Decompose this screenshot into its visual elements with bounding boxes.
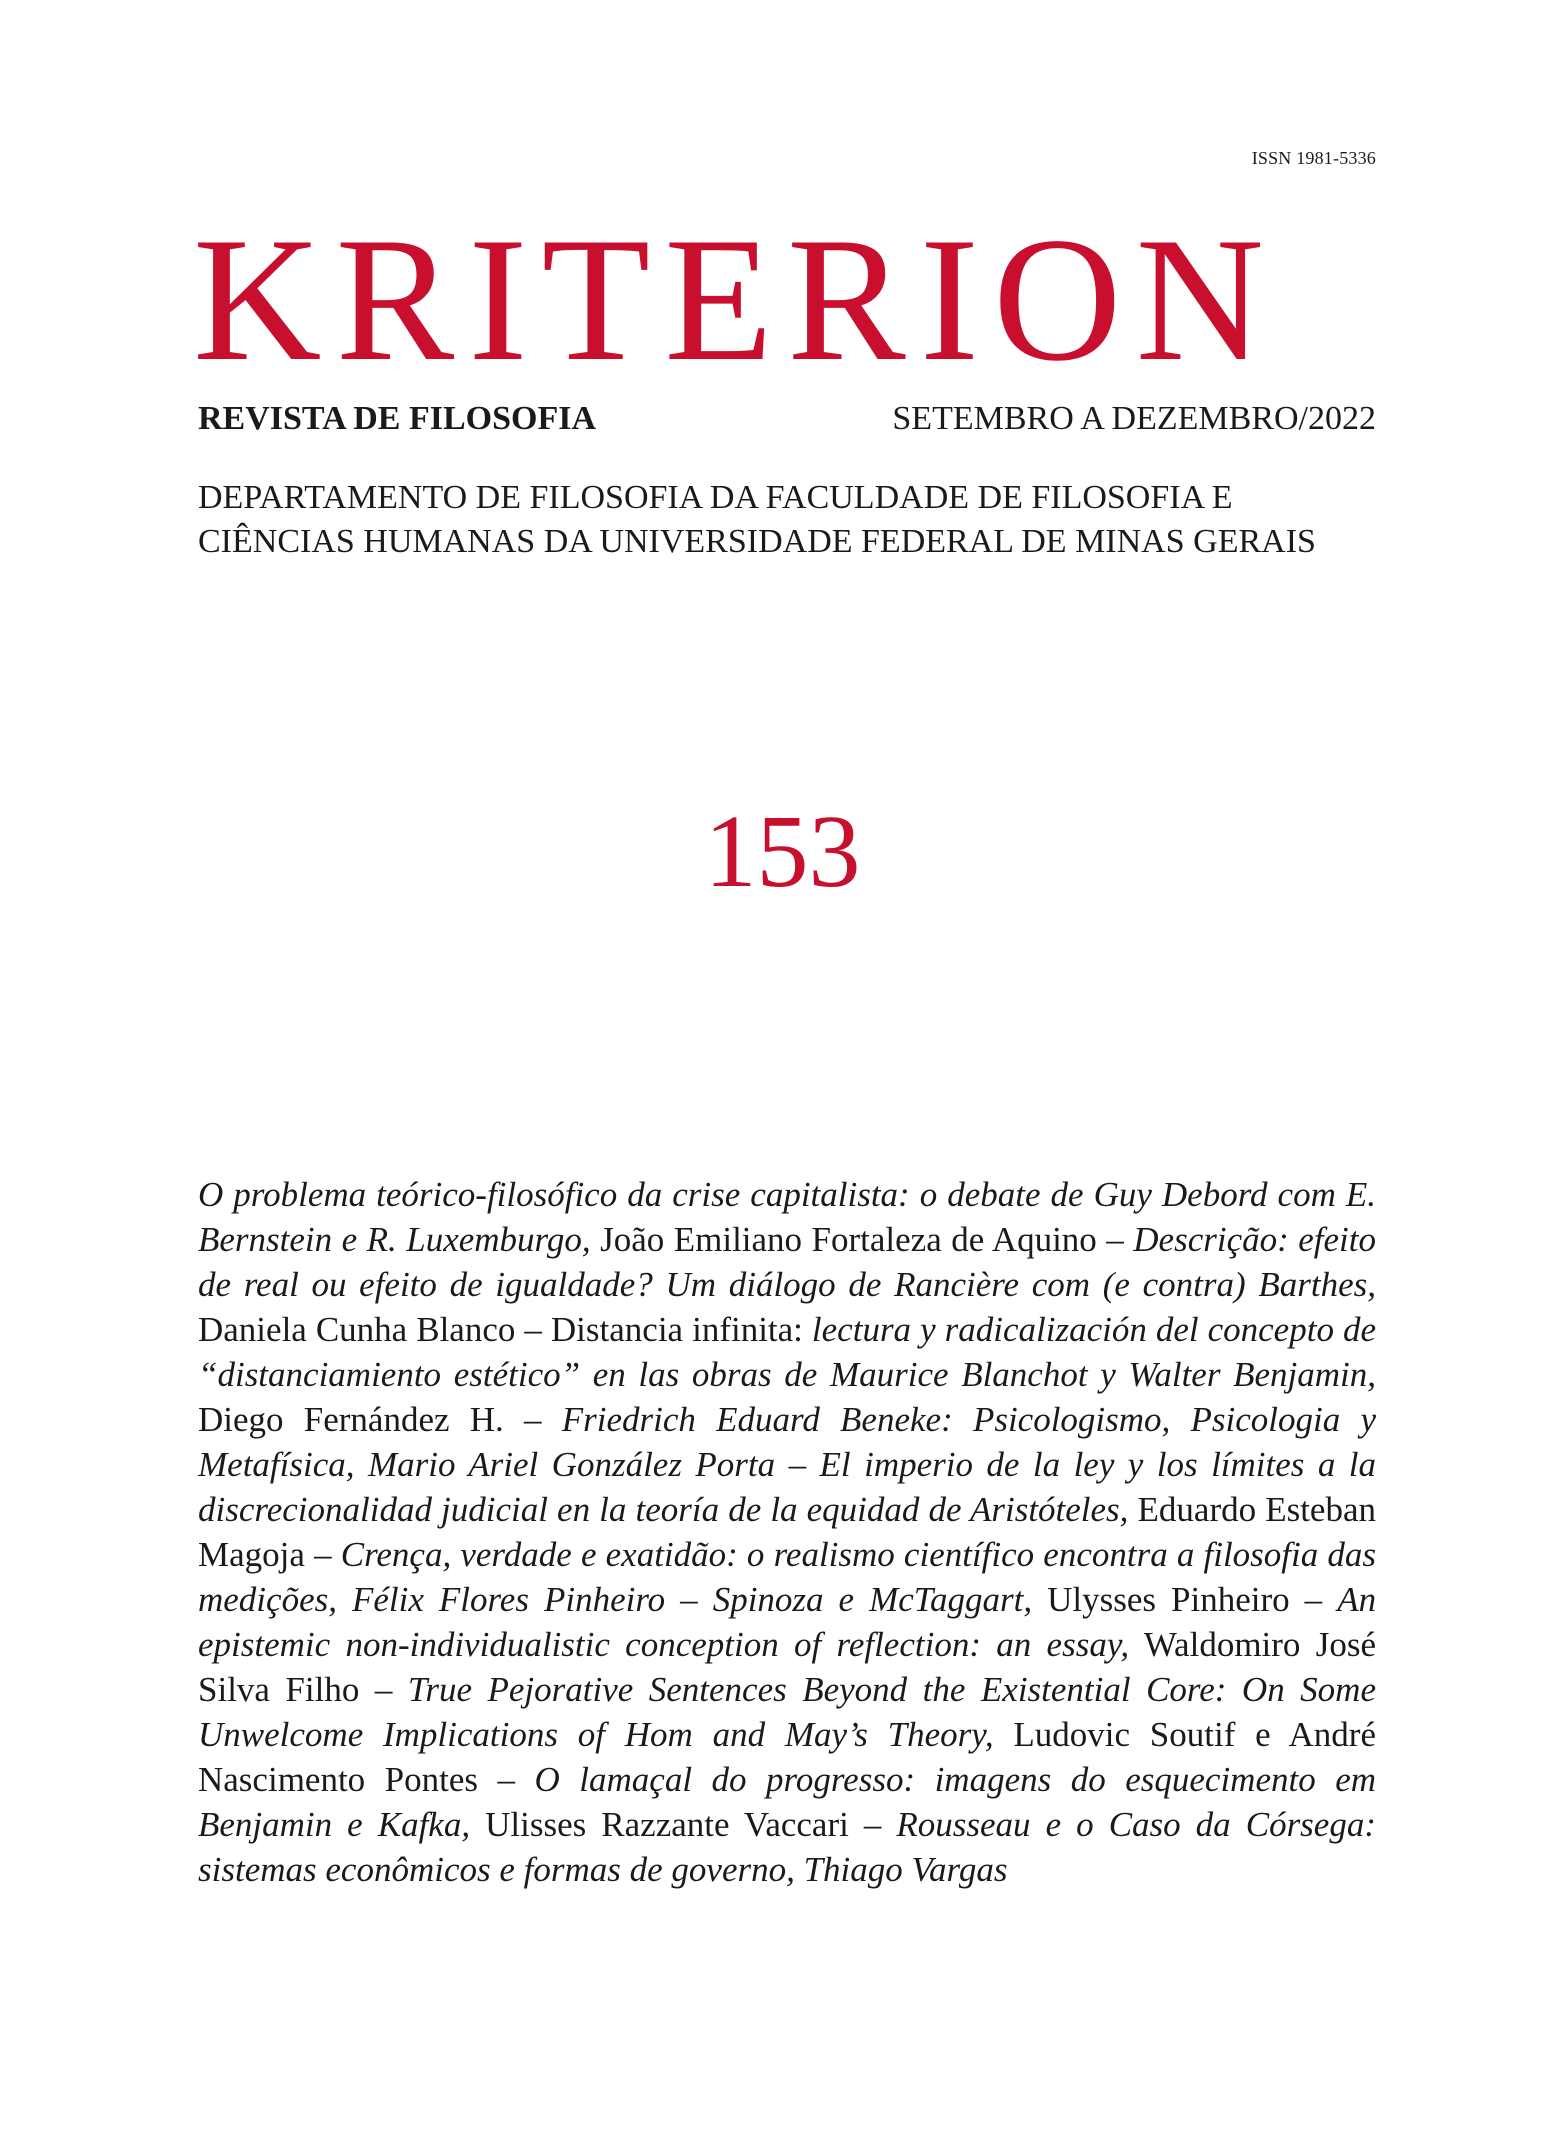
article-title: True Pejorative Sentences Beyond the Existential Core: On Some Unwelcome Implications of Hom and May’s Theory, <box>198 1670 1376 1754</box>
article-author: Ulysses Pinheiro <box>1047 1580 1290 1619</box>
separator: – <box>863 1805 882 1844</box>
article-title: lectura y radicalización del concepto de “distanciamiento estético” en las obras de Maurice Blanchot y Walter Benjamin, <box>198 1310 1376 1394</box>
article-author: Ulisses Razzante Vaccari <box>485 1805 849 1844</box>
separator: – <box>1106 1220 1124 1259</box>
issue-number: 153 <box>704 794 861 909</box>
separator: – <box>524 1310 542 1349</box>
article-title: Descrição: efeito de real ou efeito de igualdade? Um diálogo de Rancière com (e contra) Barthes, <box>198 1220 1377 1304</box>
article-title: Spinoza e McTaggart, <box>712 1580 1033 1619</box>
separator: – <box>788 1445 807 1484</box>
separator: – <box>1304 1580 1323 1619</box>
table-of-contents <box>198 1172 1376 1892</box>
department-block <box>198 476 1376 564</box>
subtitle-row <box>198 400 1376 438</box>
article-title: Friedrich Eduard Beneke: Psicologismo, Psicologia y Metafísica, Mario Ariel González Porta <box>198 1400 1377 1484</box>
article-title: Rousseau e o Caso da Córsega: sistemas econômicos e formas de governo, Thiago Vargas <box>198 1805 1376 1889</box>
article-author: Waldomiro José Silva Filho <box>198 1625 1376 1709</box>
article-title-lead: Distancia infinita: <box>550 1310 803 1349</box>
article-title: O problema teórico-filosófico da crise capitalista: o debate de Guy Debord com E. Bernstein e R. Luxemburgo, <box>198 1175 1376 1259</box>
issue-period: SETEMBRO A DEZEMBRO/2022 <box>892 400 1376 437</box>
article-title: An epistemic non-individualistic conception of reflection: an essay, <box>198 1580 1377 1664</box>
article-title: O lamaçal do progresso: imagens do esquecimento em Benjamin e Kafka, <box>198 1760 1377 1844</box>
separator: – <box>374 1670 393 1709</box>
article-title: Crença, verdade e exatidão: o realismo científico encontra a filosofia das medições, Félix Flores Pinheiro <box>198 1535 1377 1619</box>
article-title: El imperio de la ley y los límites a la discrecionalidad judicial en la teoría de la equidad de Aristóteles, <box>198 1445 1377 1529</box>
journal-title: KRITERION <box>193 200 1279 398</box>
article-author: Diego Fernández H. <box>198 1400 504 1439</box>
separator: – <box>497 1760 516 1799</box>
issn-label: ISSN 1981-5336 <box>1251 148 1376 168</box>
department-line-1: DEPARTAMENTO DE FILOSOFIA DA FACULDADE DE FILOSOFIA E <box>198 479 1233 516</box>
article-author: João Emiliano Fortaleza de Aquino <box>600 1220 1097 1259</box>
article-author: Daniela Cunha Blanco <box>198 1310 516 1349</box>
separator: – <box>314 1535 332 1574</box>
article-author: Ludovic Soutif e André Nascimento Pontes <box>198 1715 1376 1799</box>
department-line-2: CIÊNCIAS HUMANAS DA UNIVERSIDADE FEDERAL DE MINAS GERAIS <box>198 523 1316 560</box>
separator: – <box>524 1400 542 1439</box>
journal-subtitle: REVISTA DE FILOSOFIA <box>198 400 597 437</box>
article-author: Eduardo Esteban Magoja <box>198 1490 1376 1574</box>
separator: – <box>680 1580 698 1619</box>
